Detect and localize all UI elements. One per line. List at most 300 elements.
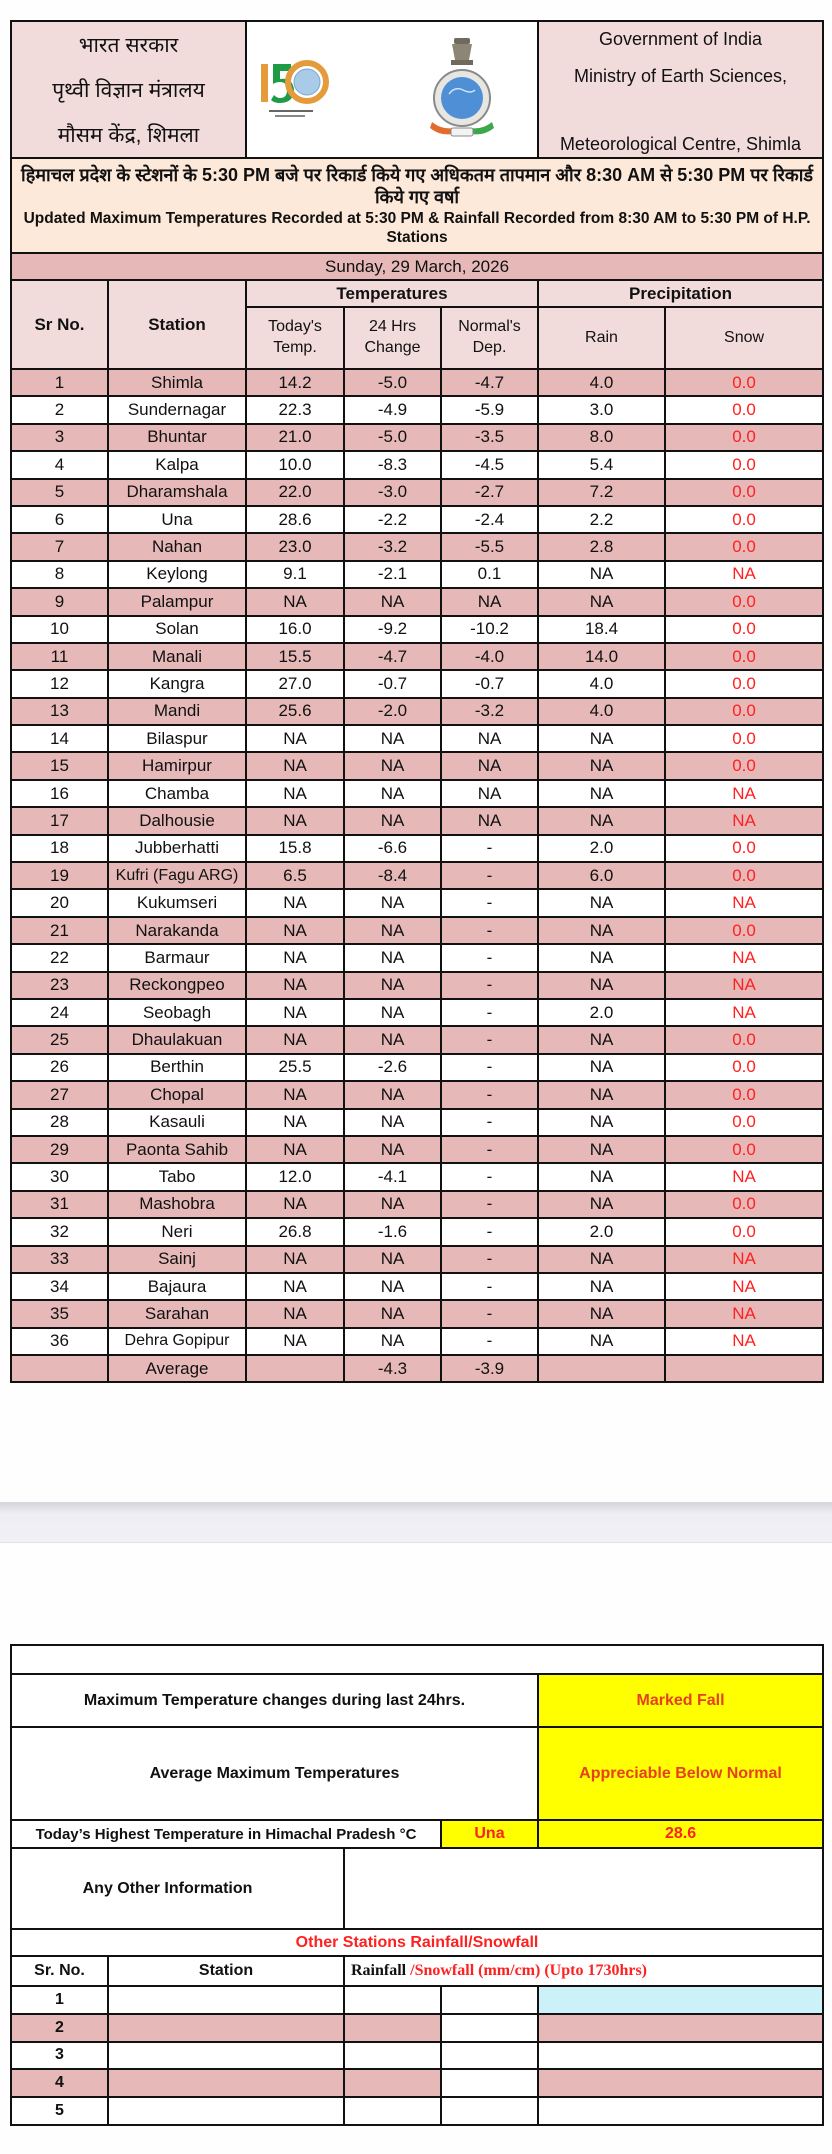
cell-station: Palampur <box>108 588 246 615</box>
other-snowfall <box>441 2042 538 2070</box>
other-station <box>108 2014 344 2042</box>
cell-rain: NA <box>538 725 665 752</box>
cell-normals-dep: - <box>441 1246 538 1273</box>
highest-temp-value: 28.6 <box>538 1820 823 1848</box>
cell-24hrs-change: -5.0 <box>344 424 441 451</box>
table-row <box>11 889 823 916</box>
table-row <box>11 588 823 615</box>
cell-normals-dep: - <box>441 889 538 916</box>
cell-snow: 0.0 <box>665 862 823 889</box>
cell-station: Jubberhatti <box>108 835 246 862</box>
other-remarks <box>538 1986 823 2014</box>
cell-rain: 2.0 <box>538 999 665 1026</box>
cell-station: Sundernagar <box>108 396 246 423</box>
cell-24hrs-change: -6.6 <box>344 835 441 862</box>
cell-snow: 0.0 <box>665 1081 823 1108</box>
cell-snow: 0.0 <box>665 670 823 697</box>
cell-rain: 6.0 <box>538 862 665 889</box>
cell-sr-no: 22 <box>11 944 108 971</box>
cell-24hrs-change: NA <box>344 752 441 779</box>
cell-rain: NA <box>538 1191 665 1218</box>
cell-normals-dep: - <box>441 1081 538 1108</box>
cell-normals-dep: -2.4 <box>441 506 538 533</box>
cell-24hrs-change: NA <box>344 780 441 807</box>
cell-24hrs-change: -4.9 <box>344 396 441 423</box>
cell-24hrs-change: -3.2 <box>344 533 441 560</box>
english-line-govt: Government of India <box>598 29 763 49</box>
report-title-english: Updated Maximum Temperatures Recorded at 5:30 PM & Rainfall Recorded from 8:30 AM to 5:30 PM of H.P. Stations <box>23 209 811 246</box>
cell-todays-temp: 10.0 <box>246 451 344 478</box>
table-row <box>11 396 823 423</box>
cell-rain: NA <box>538 807 665 834</box>
cell-sr-no: 31 <box>11 1191 108 1218</box>
cell-sr-no: 2 <box>11 396 108 423</box>
cell-24hrs-change: -1.6 <box>344 1218 441 1245</box>
cell-sr-no: 4 <box>11 451 108 478</box>
cell-24hrs-change: NA <box>344 917 441 944</box>
table-row <box>11 670 823 697</box>
table-row <box>11 1300 823 1327</box>
table-row <box>11 972 823 999</box>
cell-snow: 0.0 <box>665 1026 823 1053</box>
other-station-row <box>11 2069 823 2097</box>
cell-snow: 0.0 <box>665 616 823 643</box>
cell-station: Keylong <box>108 561 246 588</box>
cell-normals-dep: -10.2 <box>441 616 538 643</box>
cell-rain: 2.2 <box>538 506 665 533</box>
table-row <box>11 1054 823 1081</box>
avg-blank-rain <box>538 1355 665 1382</box>
cell-normals-dep: - <box>441 1163 538 1190</box>
cell-snow: NA <box>665 999 823 1026</box>
other-stations-title: Other Stations Rainfall/Snowfall <box>11 1929 823 1956</box>
cell-rain: 2.0 <box>538 835 665 862</box>
cell-station: Neri <box>108 1218 246 1245</box>
other-snowfall <box>441 2069 538 2097</box>
cell-sr-no: 13 <box>11 698 108 725</box>
other-rainfall <box>344 1986 441 2014</box>
cell-rain: 2.0 <box>538 1218 665 1245</box>
avg-24hrs-change: -4.3 <box>344 1355 441 1382</box>
cell-sr-no: 19 <box>11 862 108 889</box>
cell-snow: 0.0 <box>665 1218 823 1245</box>
cell-snow: NA <box>665 807 823 834</box>
cell-normals-dep: -4.7 <box>441 369 538 396</box>
cell-rain: NA <box>538 1300 665 1327</box>
cell-24hrs-change: -4.1 <box>344 1163 441 1190</box>
cell-sr-no: 23 <box>11 972 108 999</box>
table-row <box>11 780 823 807</box>
col-header-todays-temp: Today's Temp. <box>246 307 344 369</box>
table-row <box>11 698 823 725</box>
english-line-centre: Meteorological Centre, Shimla <box>559 134 802 154</box>
cell-24hrs-change: NA <box>344 944 441 971</box>
cell-sr-no: 18 <box>11 835 108 862</box>
max-temp-change-value: Marked Fall <box>538 1674 823 1727</box>
cell-24hrs-change: -0.7 <box>344 670 441 697</box>
cell-24hrs-change: -3.0 <box>344 479 441 506</box>
cell-normals-dep: - <box>441 1026 538 1053</box>
cell-todays-temp: 22.3 <box>246 396 344 423</box>
cell-sr-no: 21 <box>11 917 108 944</box>
cell-rain: 7.2 <box>538 479 665 506</box>
cell-todays-temp: 23.0 <box>246 533 344 560</box>
cell-snow: NA <box>665 972 823 999</box>
cell-sr-no: 27 <box>11 1081 108 1108</box>
cell-sr-no: 1 <box>11 369 108 396</box>
cell-todays-temp: 28.6 <box>246 506 344 533</box>
cell-rain: NA <box>538 1026 665 1053</box>
cell-rain: NA <box>538 972 665 999</box>
cell-sr-no: 16 <box>11 780 108 807</box>
cell-todays-temp: NA <box>246 999 344 1026</box>
cell-todays-temp: 15.5 <box>246 643 344 670</box>
cell-normals-dep: - <box>441 999 538 1026</box>
table-row <box>11 917 823 944</box>
cell-24hrs-change: -8.4 <box>344 862 441 889</box>
cell-24hrs-change: NA <box>344 999 441 1026</box>
cell-snow: NA <box>665 561 823 588</box>
cell-snow: 0.0 <box>665 451 823 478</box>
other-station-row <box>11 2014 823 2042</box>
cell-sr-no: 17 <box>11 807 108 834</box>
avg-blank-sr <box>11 1355 108 1382</box>
cell-sr-no: 8 <box>11 561 108 588</box>
table-row <box>11 1246 823 1273</box>
cell-rain: NA <box>538 752 665 779</box>
cell-sr-no: 33 <box>11 1246 108 1273</box>
cell-todays-temp: NA <box>246 752 344 779</box>
table-row <box>11 561 823 588</box>
cell-snow: NA <box>665 889 823 916</box>
other-sr-no: 1 <box>11 1986 108 2014</box>
cell-snow: 0.0 <box>665 698 823 725</box>
table-row <box>11 807 823 834</box>
cell-sr-no: 3 <box>11 424 108 451</box>
table-row <box>11 1109 823 1136</box>
cell-rain: 5.4 <box>538 451 665 478</box>
table-row <box>11 752 823 779</box>
cell-sr-no: 9 <box>11 588 108 615</box>
cell-station: Kufri (Fagu ARG) <box>108 862 246 889</box>
cell-rain: NA <box>538 944 665 971</box>
table-row <box>11 643 823 670</box>
cell-sr-no: 11 <box>11 643 108 670</box>
summary-table <box>10 1644 824 2126</box>
cell-snow: 0.0 <box>665 533 823 560</box>
cell-sr-no: 35 <box>11 1300 108 1327</box>
snowfall-units-label: /Snowfall (mm/cm) (Upto 1730hrs) <box>406 1962 647 1979</box>
table-row <box>11 835 823 862</box>
cell-rain: 18.4 <box>538 616 665 643</box>
other-rainfall <box>344 2014 441 2042</box>
table-row <box>11 999 823 1026</box>
cell-todays-temp: 21.0 <box>246 424 344 451</box>
cell-24hrs-change: NA <box>344 1136 441 1163</box>
cell-todays-temp: NA <box>246 1081 344 1108</box>
col-header-normals-dep: Normal's Dep. <box>441 307 538 369</box>
cell-station: Dehra Gopipur <box>108 1328 246 1355</box>
cell-normals-dep: - <box>441 1136 538 1163</box>
cell-todays-temp: NA <box>246 1273 344 1300</box>
cell-snow: 0.0 <box>665 369 823 396</box>
other-station <box>108 2069 344 2097</box>
col-header-24hrs-change: 24 Hrs Change <box>344 307 441 369</box>
other-snowfall <box>441 1986 538 2014</box>
table-row <box>11 1081 823 1108</box>
cell-24hrs-change: NA <box>344 1191 441 1218</box>
cell-todays-temp: NA <box>246 972 344 999</box>
imd-emblem-icon <box>427 34 497 146</box>
cell-24hrs-change: NA <box>344 588 441 615</box>
cell-rain: NA <box>538 1246 665 1273</box>
cell-normals-dep: 0.1 <box>441 561 538 588</box>
cell-normals-dep: - <box>441 917 538 944</box>
cell-snow: 0.0 <box>665 1109 823 1136</box>
cell-station: Dharamshala <box>108 479 246 506</box>
cell-sr-no: 30 <box>11 1163 108 1190</box>
cell-snow: NA <box>665 780 823 807</box>
cell-normals-dep: - <box>441 1328 538 1355</box>
report-title-hindi: हिमाचल प्रदेश के स्टेशनों के 5:30 PM बजे पर रिकार्ड किये गए अधिकतम तापमान और 8:30 AM से 5:30 PM पर रिकार्ड किये गए वर्षा <box>21 164 814 208</box>
table-row <box>11 1218 823 1245</box>
other-snowfall <box>441 2097 538 2125</box>
cell-todays-temp: 6.5 <box>246 862 344 889</box>
cell-station: Tabo <box>108 1163 246 1190</box>
cell-sr-no: 36 <box>11 1328 108 1355</box>
cell-todays-temp: NA <box>246 944 344 971</box>
table-row <box>11 944 823 971</box>
cell-snow: NA <box>665 1300 823 1327</box>
other-rainfall <box>344 2069 441 2097</box>
cell-station: Una <box>108 506 246 533</box>
table-row <box>11 1328 823 1355</box>
cell-station: Kasauli <box>108 1109 246 1136</box>
cell-normals-dep: - <box>441 972 538 999</box>
cell-todays-temp: NA <box>246 780 344 807</box>
other-rainfall <box>344 2097 441 2125</box>
highest-temp-station: Una <box>441 1820 538 1848</box>
table-row <box>11 1163 823 1190</box>
cell-24hrs-change: -2.6 <box>344 1054 441 1081</box>
cell-station: Manali <box>108 643 246 670</box>
cell-todays-temp: 27.0 <box>246 670 344 697</box>
cell-todays-temp: 22.0 <box>246 479 344 506</box>
table-row <box>11 369 823 396</box>
cell-station: Bajaura <box>108 1273 246 1300</box>
cell-station: Kangra <box>108 670 246 697</box>
cell-normals-dep: - <box>441 1300 538 1327</box>
cell-snow: 0.0 <box>665 725 823 752</box>
col-header-station: Station <box>108 280 246 369</box>
table-row <box>11 506 823 533</box>
cell-station: Barmaur <box>108 944 246 971</box>
cell-24hrs-change: NA <box>344 889 441 916</box>
cell-normals-dep: -5.5 <box>441 533 538 560</box>
cell-normals-dep: - <box>441 944 538 971</box>
cell-normals-dep: - <box>441 1109 538 1136</box>
cell-rain: 4.0 <box>538 369 665 396</box>
cell-station: Seobagh <box>108 999 246 1026</box>
cell-rain: NA <box>538 1136 665 1163</box>
english-line-ministry: Ministry of Earth Sciences, <box>573 66 788 86</box>
cell-sr-no: 10 <box>11 616 108 643</box>
cell-station: Dhaulakuan <box>108 1026 246 1053</box>
cell-sr-no: 32 <box>11 1218 108 1245</box>
cell-normals-dep: -4.0 <box>441 643 538 670</box>
cell-snow: NA <box>665 944 823 971</box>
table-row <box>11 616 823 643</box>
cell-24hrs-change: NA <box>344 1300 441 1327</box>
cell-rain: 2.8 <box>538 533 665 560</box>
avg-normals-dep: -3.9 <box>441 1355 538 1382</box>
cell-station: Sainj <box>108 1246 246 1273</box>
cell-normals-dep: -0.7 <box>441 670 538 697</box>
cell-sr-no: 7 <box>11 533 108 560</box>
cell-rain: NA <box>538 780 665 807</box>
avg-blank-snow <box>665 1355 823 1382</box>
cell-station: Chopal <box>108 1081 246 1108</box>
header-block <box>10 20 824 161</box>
table-row <box>11 1136 823 1163</box>
cell-normals-dep: -5.9 <box>441 396 538 423</box>
other-station <box>108 2097 344 2125</box>
cell-rain: NA <box>538 1081 665 1108</box>
cell-snow: 0.0 <box>665 506 823 533</box>
other-station <box>108 1986 344 2014</box>
cell-normals-dep: - <box>441 1054 538 1081</box>
col-header-rain: Rain <box>538 307 665 369</box>
avg-blank-temp <box>246 1355 344 1382</box>
group-header-temperatures: Temperatures <box>246 280 538 307</box>
cell-normals-dep: - <box>441 1191 538 1218</box>
cell-snow: NA <box>665 1273 823 1300</box>
cell-station: Bilaspur <box>108 725 246 752</box>
hindi-org-name <box>11 21 246 160</box>
table-row <box>11 1026 823 1053</box>
cell-sr-no: 25 <box>11 1026 108 1053</box>
cell-rain: NA <box>538 917 665 944</box>
other-station <box>108 2042 344 2070</box>
hindi-line-govt: भारत सरकार <box>78 34 179 57</box>
max-temp-change-label: Maximum Temperature changes during last 24hrs. <box>11 1674 538 1727</box>
cell-rain: NA <box>538 561 665 588</box>
cell-station: Reckongpeo <box>108 972 246 999</box>
other-sr-no: 5 <box>11 2097 108 2125</box>
cell-sr-no: 15 <box>11 752 108 779</box>
cell-rain: 8.0 <box>538 424 665 451</box>
cell-24hrs-change: -4.7 <box>344 643 441 670</box>
col-header-snow: Snow <box>665 307 823 369</box>
cell-sr-no: 28 <box>11 1109 108 1136</box>
other-sr-no: 2 <box>11 2014 108 2042</box>
cell-snow: 0.0 <box>665 479 823 506</box>
cell-station: Dalhousie <box>108 807 246 834</box>
avg-label: Average <box>108 1355 246 1382</box>
cell-todays-temp: 9.1 <box>246 561 344 588</box>
cell-todays-temp: 14.2 <box>246 369 344 396</box>
cell-normals-dep: NA <box>441 780 538 807</box>
cell-todays-temp: NA <box>246 917 344 944</box>
cell-todays-temp: 15.8 <box>246 835 344 862</box>
cell-24hrs-change: NA <box>344 1328 441 1355</box>
other-remarks <box>538 2014 823 2042</box>
cell-24hrs-change: -2.1 <box>344 561 441 588</box>
cell-todays-temp: 12.0 <box>246 1163 344 1190</box>
average-row <box>11 1355 823 1382</box>
cell-sr-no: 5 <box>11 479 108 506</box>
cell-24hrs-change: NA <box>344 1273 441 1300</box>
cell-24hrs-change: -2.2 <box>344 506 441 533</box>
cell-station: Narakanda <box>108 917 246 944</box>
cell-snow: 0.0 <box>665 1054 823 1081</box>
cell-todays-temp: 25.6 <box>246 698 344 725</box>
cell-station: Chamba <box>108 780 246 807</box>
cell-24hrs-change: NA <box>344 1081 441 1108</box>
cell-normals-dep: NA <box>441 725 538 752</box>
table-row <box>11 862 823 889</box>
cell-station: Kalpa <box>108 451 246 478</box>
table-row <box>11 1273 823 1300</box>
table-row <box>11 1191 823 1218</box>
cell-snow: 0.0 <box>665 643 823 670</box>
cell-todays-temp: NA <box>246 1191 344 1218</box>
cell-todays-temp: NA <box>246 1328 344 1355</box>
cell-normals-dep: - <box>441 835 538 862</box>
avg-max-temp-label: Average Maximum Temperatures <box>11 1727 538 1820</box>
cell-station: Kukumseri <box>108 889 246 916</box>
cell-sr-no: 26 <box>11 1054 108 1081</box>
col-header-sr-no: Sr No. <box>11 280 108 369</box>
cell-todays-temp: NA <box>246 1246 344 1273</box>
other-col-header-rainfall <box>344 1956 823 1986</box>
cell-sr-no: 29 <box>11 1136 108 1163</box>
cell-sr-no: 12 <box>11 670 108 697</box>
cell-normals-dep: NA <box>441 588 538 615</box>
cell-todays-temp: NA <box>246 1109 344 1136</box>
cell-normals-dep: - <box>441 1218 538 1245</box>
cell-sr-no: 14 <box>11 725 108 752</box>
cell-todays-temp: 26.8 <box>246 1218 344 1245</box>
cell-station: Bhuntar <box>108 424 246 451</box>
cell-24hrs-change: -9.2 <box>344 616 441 643</box>
cell-snow: 0.0 <box>665 1191 823 1218</box>
cell-sr-no: 24 <box>11 999 108 1026</box>
cell-normals-dep: -3.2 <box>441 698 538 725</box>
cell-todays-temp: 25.5 <box>246 1054 344 1081</box>
cell-todays-temp: NA <box>246 1026 344 1053</box>
cell-todays-temp: NA <box>246 807 344 834</box>
temperature-rainfall-table <box>10 157 824 1383</box>
cell-station: Hamirpur <box>108 752 246 779</box>
other-info-value <box>344 1848 823 1929</box>
cell-normals-dep: - <box>441 1273 538 1300</box>
other-snowfall <box>441 2014 538 2042</box>
cell-snow: NA <box>665 1246 823 1273</box>
table-row <box>11 725 823 752</box>
cell-rain: NA <box>538 1273 665 1300</box>
cell-snow: 0.0 <box>665 424 823 451</box>
highest-temp-label: Today’s Highest Temperature in Himachal Pradesh °C <box>11 1820 441 1848</box>
other-station-row <box>11 1986 823 2014</box>
cell-24hrs-change: -8.3 <box>344 451 441 478</box>
other-station-row <box>11 2097 823 2125</box>
cell-rain: NA <box>538 1163 665 1190</box>
other-remarks <box>538 2042 823 2070</box>
cell-sr-no: 20 <box>11 889 108 916</box>
table-row <box>11 479 823 506</box>
cell-snow: NA <box>665 1163 823 1190</box>
